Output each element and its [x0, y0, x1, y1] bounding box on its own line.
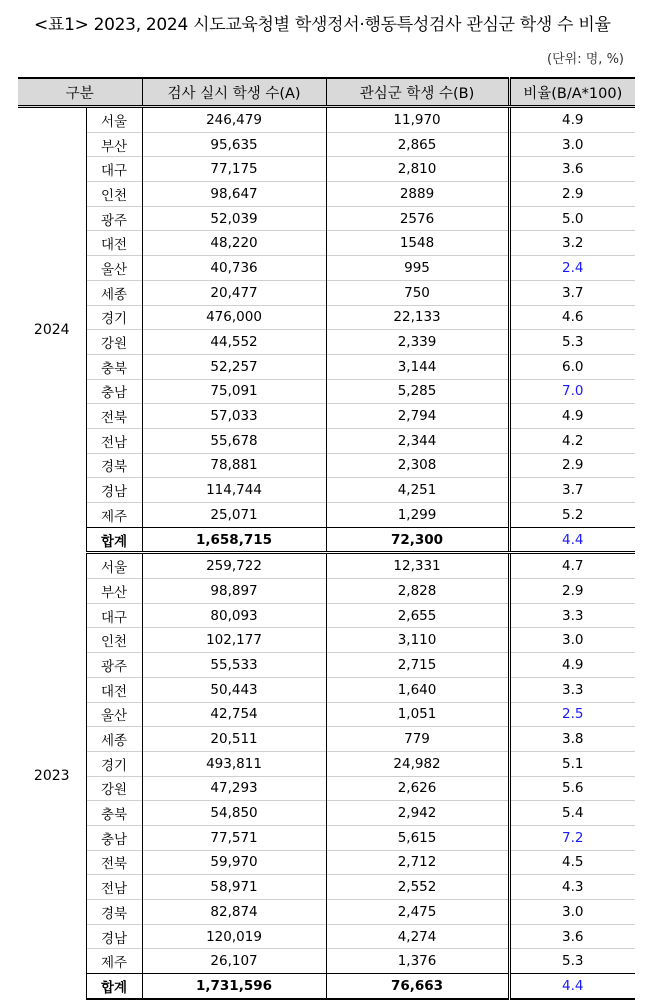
- ratio-cell: 5.0: [509, 206, 635, 231]
- table-row: [18, 603, 635, 628]
- region-cell: 합계: [86, 527, 142, 553]
- ratio-cell: 6.0: [509, 354, 635, 379]
- table-title: <표1> 2023, 2024 시도교육청별 학생정서·행동특성검사 관심군 학생 수 비율: [34, 15, 611, 35]
- region-cell: 울산: [86, 702, 142, 727]
- concern-cell: 2,810: [326, 157, 509, 182]
- concern-cell: 2,552: [326, 875, 509, 900]
- region-cell: 서울: [86, 553, 142, 579]
- ratio-cell: 3.8: [509, 727, 635, 752]
- region-cell: 세종: [86, 727, 142, 752]
- ratio-cell: 2.9: [509, 182, 635, 207]
- table-row: [18, 579, 635, 604]
- concern-cell: 11,970: [326, 107, 509, 133]
- region-cell: 경기: [86, 305, 142, 330]
- ratio-cell: 5.3: [509, 949, 635, 974]
- ratio-cell: 4.9: [509, 404, 635, 429]
- table-row: [18, 776, 635, 801]
- year-block-2023: [18, 553, 635, 999]
- tested-cell: 476,000: [142, 305, 326, 330]
- concern-cell: 2,626: [326, 776, 509, 801]
- region-cell: 서울: [86, 107, 142, 133]
- table-row: [18, 924, 635, 949]
- ratio-cell: 4.5: [509, 850, 635, 875]
- region-cell: 전남: [86, 428, 142, 453]
- table-row: [18, 330, 635, 355]
- ratio-cell: 5.3: [509, 330, 635, 355]
- table-row: [18, 354, 635, 379]
- year-block-2024: [18, 107, 635, 553]
- ratio-cell: 4.6: [509, 305, 635, 330]
- concern-cell: 12,331: [326, 553, 509, 579]
- table-row: [18, 727, 635, 752]
- region-cell: 전북: [86, 404, 142, 429]
- concern-cell: 2,794: [326, 404, 509, 429]
- tested-cell: 52,257: [142, 354, 326, 379]
- region-cell: 강원: [86, 776, 142, 801]
- tested-cell: 1,731,596: [142, 974, 326, 999]
- region-cell: 인천: [86, 182, 142, 207]
- region-cell: 경기: [86, 751, 142, 776]
- ratio-cell: 3.0: [509, 132, 635, 157]
- tested-cell: 48,220: [142, 231, 326, 256]
- ratio-cell: 3.3: [509, 677, 635, 702]
- concern-cell: 72,300: [326, 527, 509, 553]
- concern-cell: 2,308: [326, 453, 509, 478]
- tested-cell: 1,658,715: [142, 527, 326, 553]
- ratio-cell: 4.7: [509, 553, 635, 579]
- concern-cell: 2,655: [326, 603, 509, 628]
- tested-cell: 55,678: [142, 428, 326, 453]
- region-cell: 제주: [86, 503, 142, 528]
- table-row: [18, 107, 635, 133]
- concern-cell: 2,339: [326, 330, 509, 355]
- tested-cell: 102,177: [142, 628, 326, 653]
- year-cell: 2023: [33, 767, 70, 784]
- concern-cell: 1,376: [326, 949, 509, 974]
- tested-cell: 55,533: [142, 653, 326, 678]
- concern-cell: 995: [326, 256, 509, 281]
- table-row: [18, 157, 635, 182]
- tested-cell: 77,571: [142, 825, 326, 850]
- ratio-cell: 3.3: [509, 603, 635, 628]
- region-cell: 경남: [86, 478, 142, 503]
- ratio-cell: 4.3: [509, 875, 635, 900]
- tested-cell: 47,293: [142, 776, 326, 801]
- tested-cell: 59,970: [142, 850, 326, 875]
- region-cell: 울산: [86, 256, 142, 281]
- tested-cell: 52,039: [142, 206, 326, 231]
- table-row: [18, 751, 635, 776]
- table-row: [18, 256, 635, 281]
- concern-cell: 24,982: [326, 751, 509, 776]
- tested-cell: 50,443: [142, 677, 326, 702]
- table-row: [18, 231, 635, 256]
- table-row: [18, 653, 635, 678]
- region-cell: 경남: [86, 924, 142, 949]
- region-cell: 제주: [86, 949, 142, 974]
- region-cell: 대구: [86, 603, 142, 628]
- region-cell: 세종: [86, 280, 142, 305]
- concern-cell: 2,828: [326, 579, 509, 604]
- tested-cell: 98,897: [142, 579, 326, 604]
- tested-cell: 25,071: [142, 503, 326, 528]
- region-cell: 대구: [86, 157, 142, 182]
- total-row: [18, 974, 635, 999]
- header-ratio: 비율(B/A*100): [509, 78, 635, 107]
- region-cell: 충남: [86, 825, 142, 850]
- table-row: [18, 478, 635, 503]
- region-cell: 부산: [86, 579, 142, 604]
- region-cell: 충남: [86, 379, 142, 404]
- concern-cell: 2,475: [326, 900, 509, 925]
- region-cell: 강원: [86, 330, 142, 355]
- ratio-cell: 3.7: [509, 478, 635, 503]
- table-row: [18, 182, 635, 207]
- region-cell: 광주: [86, 206, 142, 231]
- concern-cell: 2,942: [326, 801, 509, 826]
- region-cell: 인천: [86, 628, 142, 653]
- region-cell: 경북: [86, 900, 142, 925]
- table-row: [18, 825, 635, 850]
- ratio-cell: 2.9: [509, 579, 635, 604]
- ratio-cell: 3.2: [509, 231, 635, 256]
- tested-cell: 77,175: [142, 157, 326, 182]
- concern-cell: 1,299: [326, 503, 509, 528]
- tested-cell: 98,647: [142, 182, 326, 207]
- tested-cell: 95,635: [142, 132, 326, 157]
- ratio-cell: 5.6: [509, 776, 635, 801]
- year-cell: 2024: [33, 322, 70, 339]
- ratio-cell: 7.0: [509, 379, 635, 404]
- tested-cell: 42,754: [142, 702, 326, 727]
- concern-cell: 1,051: [326, 702, 509, 727]
- tested-cell: 259,722: [142, 553, 326, 579]
- header-row: [18, 78, 635, 107]
- tested-cell: 20,511: [142, 727, 326, 752]
- ratio-cell: 4.2: [509, 428, 635, 453]
- ratio-cell: 4.4: [509, 974, 635, 999]
- tested-cell: 57,033: [142, 404, 326, 429]
- header-group: 구분: [18, 78, 142, 107]
- table-row: [18, 280, 635, 305]
- tested-cell: 20,477: [142, 280, 326, 305]
- tested-cell: 75,091: [142, 379, 326, 404]
- table-row: [18, 404, 635, 429]
- header-tested: 검사 실시 학생 수(A): [142, 78, 326, 107]
- concern-cell: 1,640: [326, 677, 509, 702]
- concern-cell: 2,865: [326, 132, 509, 157]
- table-row: [18, 900, 635, 925]
- concern-cell: 2889: [326, 182, 509, 207]
- tested-cell: 82,874: [142, 900, 326, 925]
- ratio-cell: 5.4: [509, 801, 635, 826]
- region-cell: 충북: [86, 354, 142, 379]
- tested-cell: 40,736: [142, 256, 326, 281]
- table-row: [18, 132, 635, 157]
- region-cell: 충북: [86, 801, 142, 826]
- unit-note: (단위: 명, %): [547, 52, 624, 67]
- region-cell: 광주: [86, 653, 142, 678]
- tested-cell: 54,850: [142, 801, 326, 826]
- region-cell: 경북: [86, 453, 142, 478]
- ratio-cell: 5.1: [509, 751, 635, 776]
- table-row: [18, 677, 635, 702]
- table-row: [18, 553, 635, 579]
- concern-cell: 5,285: [326, 379, 509, 404]
- ratio-cell: 3.0: [509, 900, 635, 925]
- tested-cell: 78,881: [142, 453, 326, 478]
- region-cell: 합계: [86, 974, 142, 999]
- region-cell: 전북: [86, 850, 142, 875]
- concern-cell: 76,663: [326, 974, 509, 999]
- table-row: [18, 206, 635, 231]
- region-cell: 부산: [86, 132, 142, 157]
- table-row: [18, 379, 635, 404]
- tested-cell: 80,093: [142, 603, 326, 628]
- ratio-cell: 2.9: [509, 453, 635, 478]
- table-row: [18, 875, 635, 900]
- concern-cell: 3,110: [326, 628, 509, 653]
- table-row: [18, 850, 635, 875]
- table-row: [18, 801, 635, 826]
- table-row: [18, 949, 635, 974]
- tested-cell: 44,552: [142, 330, 326, 355]
- ratio-cell: 4.9: [509, 107, 635, 133]
- tested-cell: 493,811: [142, 751, 326, 776]
- concern-cell: 2576: [326, 206, 509, 231]
- ratio-cell: 2.4: [509, 256, 635, 281]
- tested-cell: 246,479: [142, 107, 326, 133]
- region-cell: 대전: [86, 231, 142, 256]
- concern-cell: 779: [326, 727, 509, 752]
- concern-cell: 3,144: [326, 354, 509, 379]
- ratio-cell: 5.2: [509, 503, 635, 528]
- ratio-cell: 2.5: [509, 702, 635, 727]
- header-concern: 관심군 학생 수(B): [326, 78, 509, 107]
- ratio-cell: 3.7: [509, 280, 635, 305]
- concern-cell: 2,715: [326, 653, 509, 678]
- concern-cell: 4,274: [326, 924, 509, 949]
- tested-cell: 114,744: [142, 478, 326, 503]
- tested-cell: 58,971: [142, 875, 326, 900]
- tested-cell: 26,107: [142, 949, 326, 974]
- ratio-cell: 7.2: [509, 825, 635, 850]
- concern-cell: 750: [326, 280, 509, 305]
- concern-cell: 22,133: [326, 305, 509, 330]
- ratio-cell: 4.9: [509, 653, 635, 678]
- total-row: [18, 527, 635, 553]
- concern-cell: 4,251: [326, 478, 509, 503]
- concern-cell: 5,615: [326, 825, 509, 850]
- concern-cell: 2,712: [326, 850, 509, 875]
- table-row: [18, 428, 635, 453]
- table-row: [18, 305, 635, 330]
- concern-cell: 2,344: [326, 428, 509, 453]
- table-row: [18, 453, 635, 478]
- ratio-cell: 4.4: [509, 527, 635, 553]
- table-row: [18, 702, 635, 727]
- table-row: [18, 503, 635, 528]
- ratio-cell: 3.6: [509, 157, 635, 182]
- table-row: [18, 628, 635, 653]
- ratio-cell: 3.6: [509, 924, 635, 949]
- region-cell: 대전: [86, 677, 142, 702]
- concern-cell: 1548: [326, 231, 509, 256]
- region-cell: 전남: [86, 875, 142, 900]
- stats-table: [18, 77, 635, 1000]
- tested-cell: 120,019: [142, 924, 326, 949]
- ratio-cell: 3.0: [509, 628, 635, 653]
